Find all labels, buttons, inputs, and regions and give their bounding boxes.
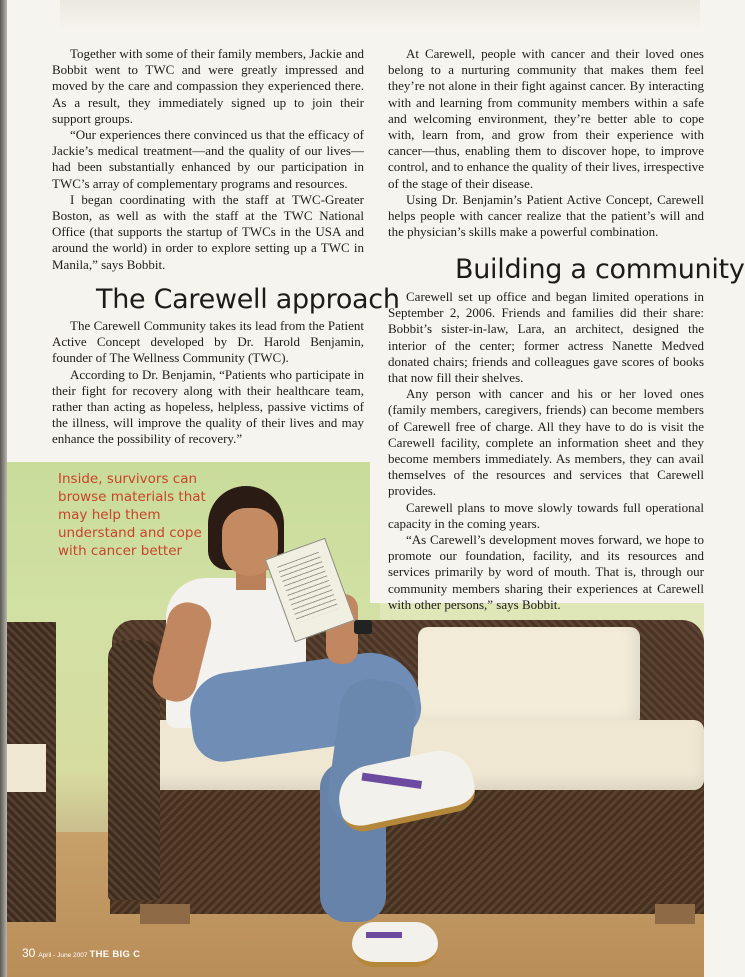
sneaker-stripe — [366, 932, 402, 938]
paragraph: Carewell plans to move slowly towards full operational capacity in the coming years. — [388, 499, 704, 531]
paragraph: “Our experiences there convinced us that the efficacy of Jackie’s medical treatment—and the quality of our lives—had been substantially enhanced by our participation in TWC’s array of complementary programs and resources. — [52, 127, 364, 191]
paragraph: Using Dr. Benjamin’s Patient Active Concept, Carewell helps people with cancer realize that the patient’s will and the physician’s skills make a powerful combination. — [388, 191, 704, 240]
book-text-lines — [277, 552, 339, 623]
left-column-top — [52, 46, 364, 273]
page-number: 30 — [22, 946, 36, 960]
sofa-back-cushion — [418, 627, 640, 727]
page-binding-edge — [0, 0, 7, 977]
paragraph: Carewell set up office and began limited operations in September 2, 2006. Friends and families did their share: Bobbit’s sister-in-law, Lara, an architect, designed the interior of the center; former actress Nanette Medved donated chairs; friends and colleagues gave scores of books that now fill their shelves. — [388, 289, 704, 386]
sofa-foot — [140, 904, 190, 924]
section-heading-carewell-approach: The Carewell approach — [96, 284, 400, 315]
paragraph: Together with some of their family members, Jackie and Bobbit went to TWC and were greatly impressed and moved by the care and compassion they experienced there. As a result, they immediately signed up to join their support groups. — [52, 46, 364, 126]
paragraph: According to Dr. Benjamin, “Patients who participate in their fight for recovery along with their healthcare team, rather than acting as hopeless, helpless, passive victims of the illness, will improve the quality of their lives and may enhance the possibility of recovery.” — [52, 366, 364, 447]
sneaker — [352, 922, 438, 967]
paragraph: At Carewell, people with cancer and their loved ones belong to a nurturing community that makes them feel they’re not alone in their fight against cancer. By interacting with and learning from community members within a safe and welcoming environment, they’re better able to cope with, learn from, and grow from their experience with cancer—thus, enabling them to discover hope, to improve control, and to enhance the quality of their lives, irrespective of the stage of their disease. — [388, 46, 704, 191]
photo-caption: Inside, survivors can browse materials that may help them understand and cope with cancer better — [58, 471, 206, 559]
sneaker-stripe — [362, 773, 423, 789]
wristwatch — [354, 620, 372, 634]
issue-date: April - June 2007 — [38, 952, 88, 959]
paragraph: The Carewell Community takes its lead from the Patient Active Concept developed by Dr. Harold Benjamin, founder of The Wellness Community (TWC). — [52, 318, 364, 366]
magazine-name: THE BIG C — [89, 949, 141, 960]
sofa-foot — [655, 904, 695, 924]
section-heading-building-community: Building a community — [455, 254, 745, 285]
right-column-community — [388, 289, 704, 613]
paragraph: “As Carewell’s development moves forward, we hope to promote our foundation, facility, and its resources and services primarily by word of mouth. That is, through our community members sharing their experiences at Carewell with other persons,” says Bobbit. — [388, 532, 704, 612]
paragraph: I began coordinating with the staff at TWC-Greater Boston, as well as with the staff at the TWC National Office (that supports the startup of TWCs in the USA and around the world) in order to explore setting up a TWC in Manila,” says Bobbit. — [52, 191, 364, 272]
page-footer — [22, 944, 140, 962]
paragraph: Any person with cancer and his or her loved ones (family members, caregivers, friends) can become members of Carewell free of charge. All they have to do is visit the Carewell facility, complete an information sheet and they become members immediately. As members, they can avail themselves of the resources and services that Carewell provides. — [388, 386, 704, 499]
left-column-approach — [52, 318, 364, 448]
bleed-through-shadow — [60, 0, 700, 30]
right-column-top — [388, 46, 704, 240]
